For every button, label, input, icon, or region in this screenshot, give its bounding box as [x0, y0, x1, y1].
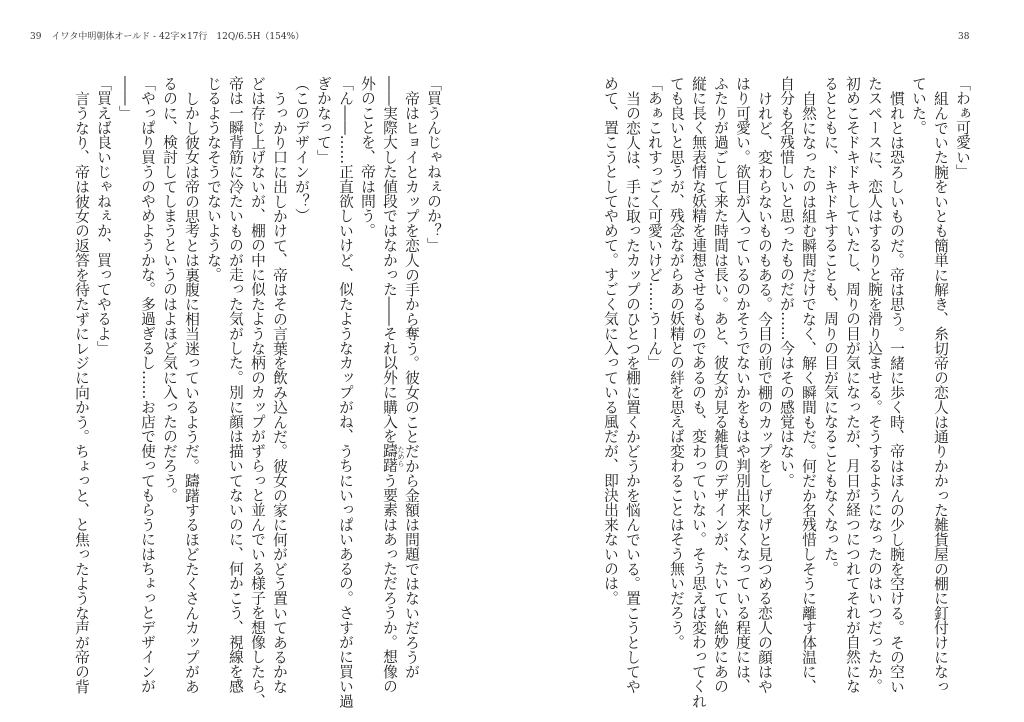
right-page [599, 76, 973, 716]
page-number-right: 38 [958, 32, 970, 42]
text-column: （このデザインが？） [293, 76, 310, 223]
text-segment: ――実際大した値段ではなかった――それ以外に購入を [381, 76, 398, 444]
page-number-left: 39 [30, 32, 42, 42]
text-column: じるようなそうでないような。 [205, 76, 222, 282]
text-column: ても良いと思うが、残念ながらあの妖精との絆を思えば変わることはそう無いだろう。 [668, 76, 685, 650]
text-column-with-ruby [378, 76, 405, 716]
text-column: 「買えば良いじゃねぇか、買ってやるよ」 [95, 76, 112, 356]
text-column: ――」 [117, 76, 134, 121]
text-column: 自然になったのは組む瞬間だけでなく、解く瞬間もだ。何だか名残惜しそうに離す体温に、 [800, 90, 817, 694]
text-column: どは存じ上げないが、棚の中に似たような柄のカップがずらっと並んでいる様子を想像したら、 [249, 76, 266, 709]
ruby-word [381, 443, 405, 473]
text-column: 言うなり、帝は彼女の返答を待たずにレジに向かう。ちょっと、と焦ったような声が帝の背 [73, 90, 90, 694]
text-column: 「買うんじゃねぇのか？」 [425, 76, 442, 253]
ruby-base: 躊躇 [381, 443, 398, 473]
text-column: 「あぁこれすっごく可愛いけど……うーん」 [646, 76, 663, 370]
text-column: はり可愛い。欲目が入っているのかそうでないかをもはや判別出来なくなっている程度には、 [734, 76, 751, 694]
text-column: るのに、検討してしまうというのはよほど気に入ったのだろう。 [161, 76, 178, 503]
text-column: 縦に長く無表情な妖精を連想させるものであるのも、変わっていない。そう思えば変わってくれ [690, 76, 707, 709]
text-column: 帝はヒョイとカップを恋人の手から奪う。彼女のことだから金額は問題ではないだろうが [403, 90, 420, 679]
text-column: けれど、変わらないものもある。今目の前で棚のカップをしげしげと見つめる恋人の顔はや [756, 90, 773, 694]
text-column: 外のことを、帝は問う。 [359, 76, 376, 238]
text-column: ぎかなって」 [315, 76, 332, 165]
text-column: しかし彼女は帝の思考とは裏腹に相当迷っているようだ。躊躇するほどたくさんカップがあ [183, 90, 200, 694]
text-column: めて、置こうとしてやめて。すごく気に入っている風だが、即決出来ないのは。 [602, 76, 619, 606]
left-page [70, 76, 444, 716]
text-column: 当の恋人は、手に取ったカップのひとつを棚に置くかどうかを悩んでいる。置こうとしてや [624, 90, 641, 694]
text-column: 「わぁ可愛い」 [954, 76, 971, 179]
ruby-annotation: ためら [397, 446, 405, 468]
text-column: うっかり口に出しかけて、帝はその言葉を飲み込んだ。彼女の家に何がどう置いてあるかな [271, 90, 288, 694]
typesetting-spec: イワタ中明朝体オールド - 42字×17行 12Q/6.5H（154%） [51, 32, 305, 42]
text-column: るとともに、ドキドキすることも、周りの目が気になることもなくなった。 [822, 76, 839, 576]
text-column: 帝は一瞬背筋に冷たいものが走った気がした。別に顔は描いてないのに、何かこう、視線を感 [227, 76, 244, 694]
text-column: 組んでいた腕をいとも簡単に解き、糸切帝の恋人は通りかかった雑貨屋の棚に釘付けになっ [932, 90, 949, 694]
text-column: 自分も名残惜しいと思ったものだが……今はその感覚はない。 [778, 76, 795, 488]
text-column: 慣れとは恐ろしいものだ。帝は思う。一緒に歩く時、帝はほんの少し腕を空ける。その空い [888, 90, 905, 694]
text-segment: う要素はあっただろうか。想像の [381, 472, 398, 694]
text-column: ていた。 [910, 76, 927, 135]
text-column: 「ん――……正直欲しいけど、似たようなカップがね、うちにいっぱいあるの。さすがに買い過 [337, 76, 354, 709]
text-column: 「やっぱり買うのやめようかな。多過ぎるし……お店で使ってもらうにはちょっとデザインが [139, 76, 156, 694]
text-column: 初めこそドキドキしていたし、周りの目が気になったが、月日が経つにつれてそれが自然にな [844, 76, 861, 694]
text-column: たスペースに、恋人はするりと腕を滑り込ませる。そうするようになったのはいつだったか。 [866, 76, 883, 694]
running-header [30, 31, 304, 43]
text-column: ふたりが過ごして来た時間は長い。あと、彼女が見る雑貨のデザインが、たいてい絶妙にあの [712, 76, 729, 694]
